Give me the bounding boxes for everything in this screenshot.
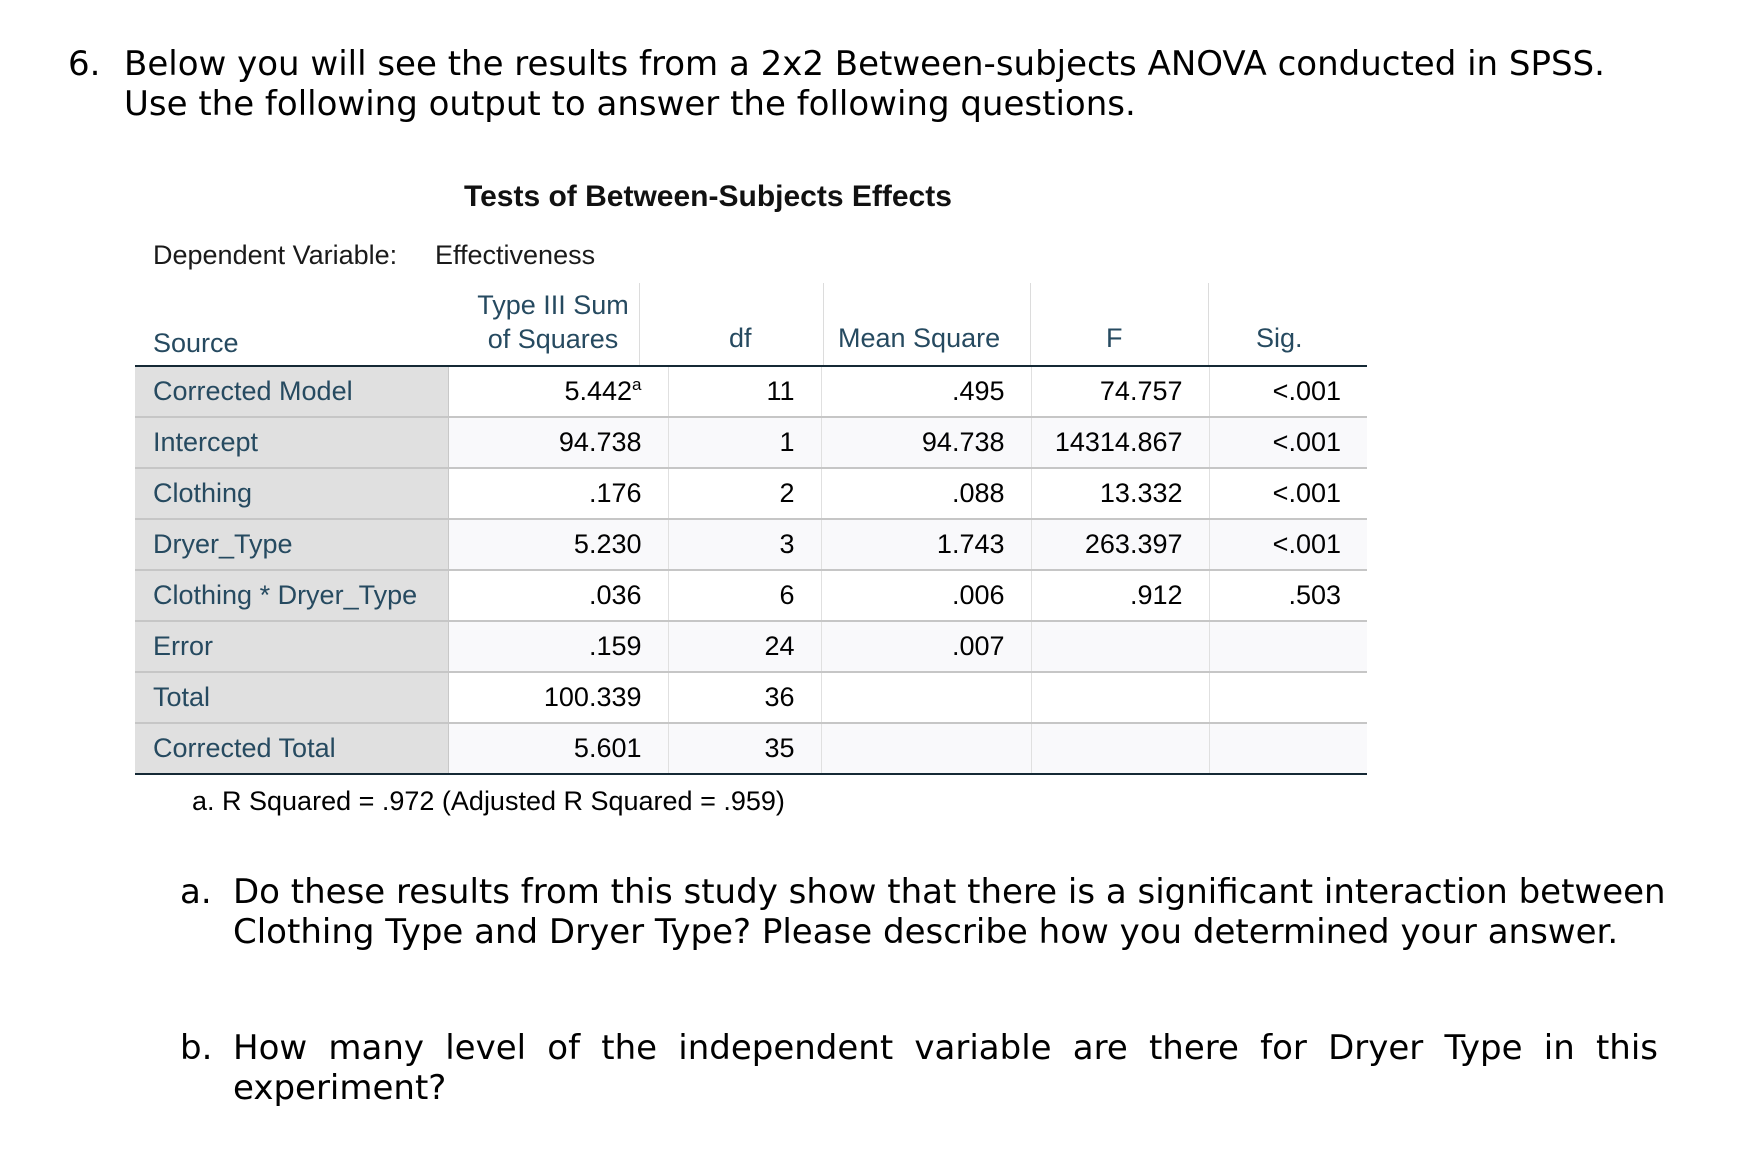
cell-sig: <.001 <box>1209 468 1367 519</box>
row-source: Clothing <box>135 468 448 519</box>
dependent-variable-value: Effectiveness <box>435 240 596 270</box>
anova-table <box>135 365 1367 775</box>
cell-df: 35 <box>668 723 821 774</box>
table-row <box>135 570 1367 621</box>
cell-df: 11 <box>668 366 821 417</box>
header-mean-square: Mean Square <box>838 323 1001 353</box>
cell-mean-square <box>821 672 1031 723</box>
dependent-variable-line <box>153 240 595 271</box>
question-number: 6. <box>68 44 101 84</box>
cell-mean-square: .007 <box>821 621 1031 672</box>
header-divider <box>823 283 824 365</box>
subquestion-a-text <box>233 872 1666 952</box>
cell-sum-of-squares <box>448 366 668 417</box>
row-source: Total <box>135 672 448 723</box>
cell-f: 13.332 <box>1031 468 1209 519</box>
cell-f <box>1031 723 1209 774</box>
subquestion-b-letter: b. <box>180 1028 213 1068</box>
cell-sum-of-squares: .036 <box>448 570 668 621</box>
subquestion-b-line-2: experiment? <box>233 1068 447 1108</box>
question-line-1: Below you will see the results from a 2x2 Between-subjects ANOVA conducted in SPSS. <box>124 44 1605 84</box>
dependent-variable-label: Dependent Variable: <box>153 240 398 270</box>
table-row <box>135 519 1367 570</box>
ss-value: 5.442 <box>564 376 633 406</box>
header-divider <box>1030 283 1031 365</box>
cell-df: 2 <box>668 468 821 519</box>
row-source: Error <box>135 621 448 672</box>
table-row <box>135 672 1367 723</box>
row-source: Intercept <box>135 417 448 468</box>
cell-f: 74.757 <box>1031 366 1209 417</box>
cell-f <box>1031 672 1209 723</box>
cell-sum-of-squares: .176 <box>448 468 668 519</box>
cell-mean-square: 94.738 <box>821 417 1031 468</box>
subquestion-b-line-1: How many level of the independent variable are there for Dryer Type in this <box>233 1028 1658 1068</box>
cell-sig: <.001 <box>1209 519 1367 570</box>
cell-sig <box>1209 723 1367 774</box>
cell-sig: <.001 <box>1209 417 1367 468</box>
table-row <box>135 723 1367 774</box>
cell-mean-square: 1.743 <box>821 519 1031 570</box>
subquestion-a-letter: a. <box>180 872 212 912</box>
cell-mean-square: .088 <box>821 468 1031 519</box>
table-footnote: a. R Squared = .972 (Adjusted R Squared = .959) <box>192 786 785 816</box>
question-line-2: Use the following output to answer the following questions. <box>124 84 1136 124</box>
table-row <box>135 417 1367 468</box>
subquestion-a-line-1: Do these results from this study show that there is a significant interaction between <box>233 872 1666 912</box>
table-row <box>135 366 1367 417</box>
table-row <box>135 468 1367 519</box>
cell-sum-of-squares: 5.601 <box>448 723 668 774</box>
footnote-marker: a <box>632 375 642 394</box>
cell-f: 263.397 <box>1031 519 1209 570</box>
cell-df: 1 <box>668 417 821 468</box>
header-ss-line-2: of Squares <box>487 324 619 354</box>
header-f: F <box>1106 323 1123 353</box>
table-row <box>135 621 1367 672</box>
subquestion-b-text <box>233 1028 1658 1108</box>
header-df: df <box>729 323 752 353</box>
header-source: Source <box>153 328 239 358</box>
cell-sig: .503 <box>1209 570 1367 621</box>
table-title: Tests of Between-Subjects Effects <box>464 180 952 213</box>
cell-df: 24 <box>668 621 821 672</box>
cell-sum-of-squares: 100.339 <box>448 672 668 723</box>
cell-df: 3 <box>668 519 821 570</box>
cell-sum-of-squares: .159 <box>448 621 668 672</box>
cell-sum-of-squares: 94.738 <box>448 417 668 468</box>
cell-sum-of-squares: 5.230 <box>448 519 668 570</box>
cell-f <box>1031 621 1209 672</box>
cell-mean-square <box>821 723 1031 774</box>
cell-df: 36 <box>668 672 821 723</box>
header-sum-of-squares <box>448 288 658 356</box>
cell-mean-square: .006 <box>821 570 1031 621</box>
row-source: Dryer_Type <box>135 519 448 570</box>
header-ss-line-1: Type III Sum <box>477 290 629 320</box>
row-source: Corrected Total <box>135 723 448 774</box>
cell-sig <box>1209 672 1367 723</box>
row-source: Corrected Model <box>135 366 448 417</box>
cell-f: .912 <box>1031 570 1209 621</box>
cell-mean-square: .495 <box>821 366 1031 417</box>
row-source: Clothing * Dryer_Type <box>135 570 448 621</box>
subquestion-a-line-2: Clothing Type and Dryer Type? Please describe how you determined your answer. <box>233 912 1619 952</box>
cell-sig: <.001 <box>1209 366 1367 417</box>
header-divider <box>1208 283 1209 365</box>
header-sig: Sig. <box>1256 323 1303 353</box>
cell-df: 6 <box>668 570 821 621</box>
cell-f: 14314.867 <box>1031 417 1209 468</box>
cell-sig <box>1209 621 1367 672</box>
